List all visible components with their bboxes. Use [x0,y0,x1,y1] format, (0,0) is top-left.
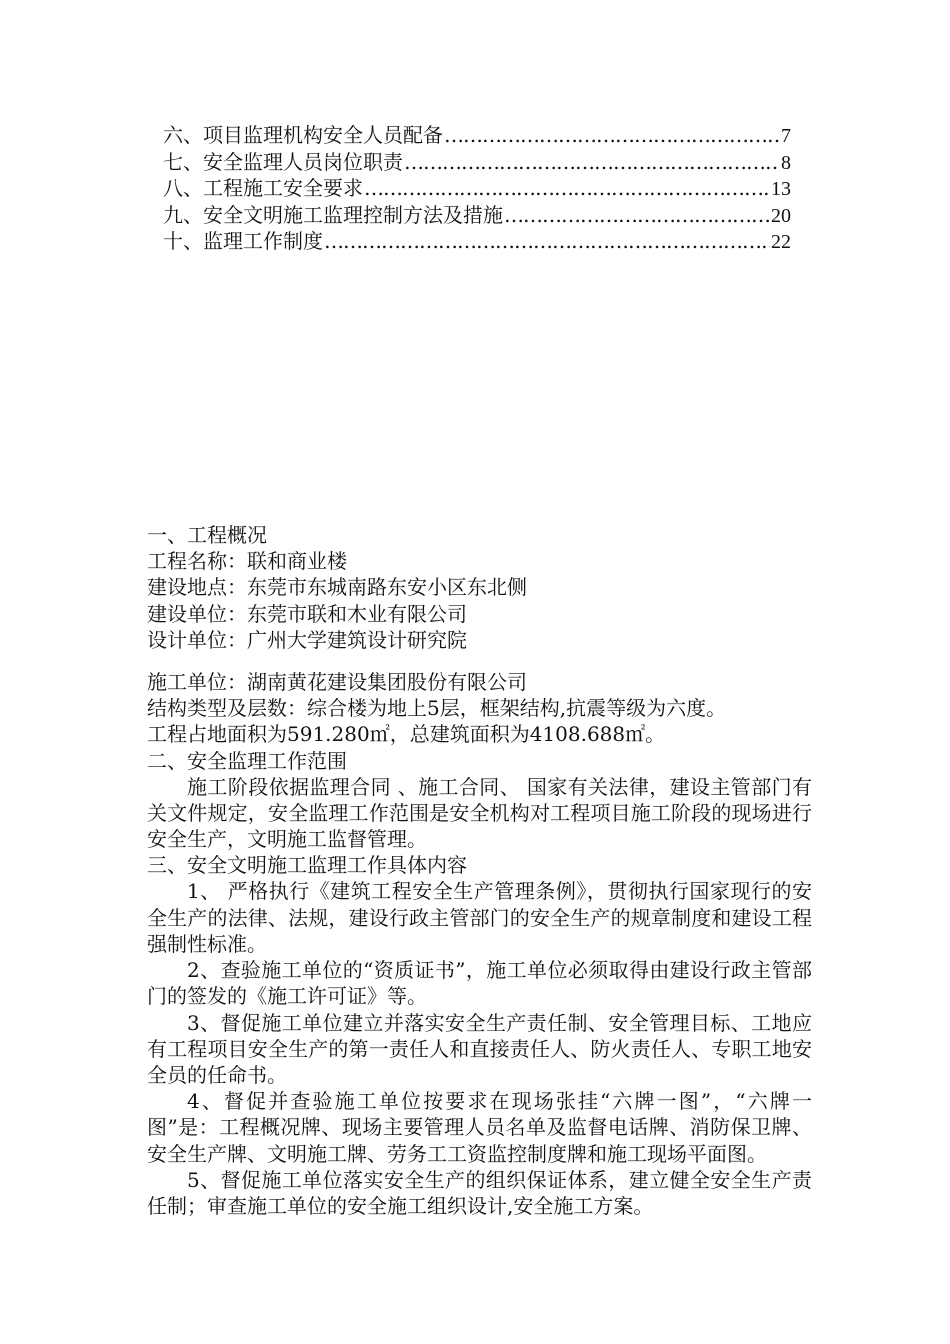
toc-leader-dots [404,149,780,176]
toc-leader-dots [364,175,770,202]
content-item: 3、督促施工单位建立并落实安全生产责任制、安全管理目标、工地应有工程项目安全生产的第一责任人和直接责任人、防火责任人、专职工地安全员的任命书。 [147,1010,812,1087]
toc-entry[interactable] [163,228,791,255]
toc-entry-label: 九、安全文明施工监理控制方法及措施 [163,202,503,227]
toc-entry-label: 八、工程施工安全要求 [163,176,363,200]
toc-leader-dots [504,202,770,229]
section-heading-overview: 一、工程概况 [147,523,267,547]
content-item: 2、查验施工单位的“资质证书”，施工单位必须取得由建设行政主管部门的签发的《施工许可证》等。 [147,958,812,1009]
project-structure: 结构类型及层数：综合楼为地上5层，框架结构,抗震等级为六度。 [147,696,727,721]
section-heading-content: 三、安全文明施工监理工作具体内容 [147,853,467,878]
paragraph-gap [147,653,812,669]
project-location: 建设地点：东莞市东城南路东安小区东北侧 [147,575,527,600]
toc-entry-page: 20 [771,204,791,227]
toc-entry[interactable] [163,122,791,149]
project-area: 工程占地面积为591.280㎡，总建筑面积为4108.688㎡。 [147,722,666,747]
content-item: 4、督促并查验施工单位按要求在现场张挂“六牌一图”，“六牌一图”是：工程概况牌、现场主要管理人员名单及监督电话牌、消防保卫牌、安全生产牌、文明施工牌、劳务工工资监控制度牌和施工现场平面图。 [147,1089,812,1166]
project-owner: 建设单位：东莞市联和木业有限公司 [147,601,467,626]
toc-entry-page: 22 [771,231,791,253]
toc-entry-page: 7 [781,125,791,147]
toc-leader-dots [324,228,770,255]
toc-leader-dots [444,122,780,149]
project-contractor: 施工单位：湖南黄花建设集团股份有限公司 [147,669,527,694]
toc-entry[interactable] [163,149,791,176]
table-of-contents [163,122,791,255]
content-item: 1、 严格执行《建筑工程安全生产管理条例》，贯彻执行国家现行的安全生产的法律、法规，建设行政主管部门的安全生产的规章制度和建设工程强制性标准。 [147,879,812,956]
toc-entry-page: 13 [771,178,791,200]
section-heading-scope: 二、安全监理工作范围 [147,748,347,773]
project-name: 工程名称：联和商业楼 [147,549,347,574]
document-body [147,522,812,1219]
toc-entry-label: 七、安全监理人员岗位职责 [163,149,403,174]
scope-paragraph: 施工阶段依据监理合同 、施工合同、 国家有关法律，建设主管部门有关文件规定，安全监理工作范围是安全机构对工程项目施工阶段的现场进行安全生产，文明施工监督管理。 [147,774,812,852]
content-item: 5、督促施工单位落实安全生产的组织保证体系，建立健全安全生产责任制；审查施工单位的安全施工组织设计,安全施工方案。 [147,1167,812,1218]
toc-entry-page: 8 [781,151,791,174]
toc-entry[interactable] [163,175,791,202]
project-designer: 设计单位：广州大学建筑设计研究院 [147,627,467,652]
toc-entry[interactable] [163,202,791,229]
toc-entry-label: 十、监理工作制度 [163,229,323,253]
toc-entry-label: 六、项目监理机构安全人员配备 [163,123,443,147]
